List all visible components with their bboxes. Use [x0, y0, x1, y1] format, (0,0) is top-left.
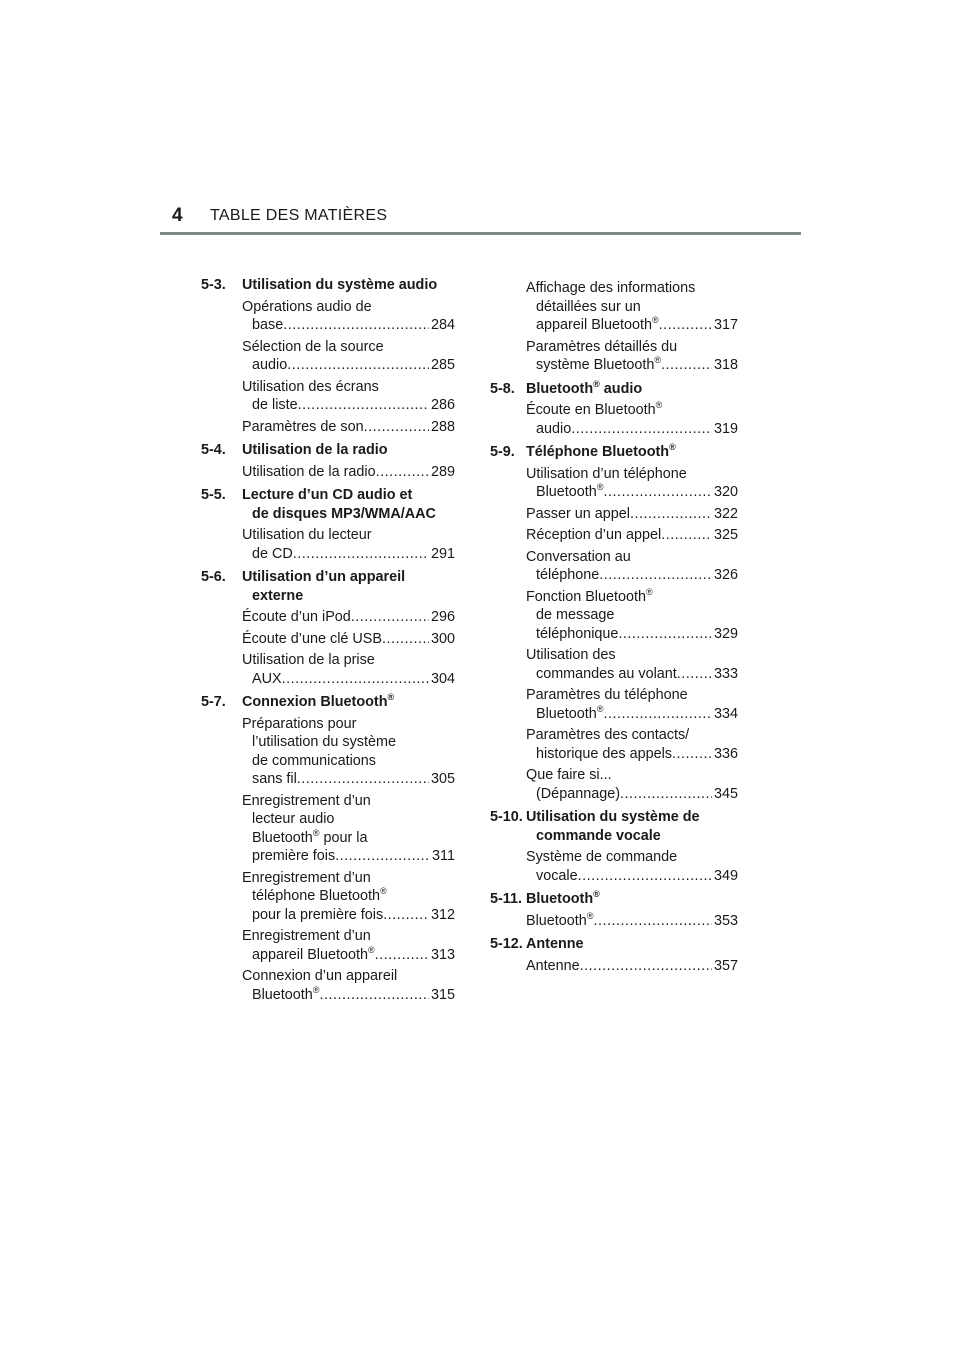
- dot-leader: [383, 906, 429, 925]
- entry-text: Réception d’un appel: [526, 527, 662, 543]
- dot-leader: [603, 483, 712, 502]
- section-number: 5-7.: [201, 694, 226, 710]
- entry-page-number: 345: [713, 785, 738, 802]
- toc-entry[interactable]: [490, 279, 738, 335]
- section-title-line: externe: [252, 587, 304, 604]
- dot-leader: [677, 665, 712, 684]
- toc-entry[interactable]: [201, 967, 455, 1004]
- entry-text: Sélection de la source: [242, 338, 384, 355]
- dot-leader: [578, 867, 712, 886]
- entry-text: Utilisation des: [526, 647, 616, 663]
- entry-text: première fois: [252, 848, 336, 864]
- header-divider: [160, 232, 801, 235]
- dot-leader: [298, 396, 429, 415]
- entry-text: Paramètres des contacts/: [526, 727, 690, 743]
- section-number: 5-10.: [490, 809, 523, 825]
- section-title-line: de disques MP3/WMA/AAC: [252, 505, 436, 522]
- dot-leader: [661, 526, 712, 545]
- toc-section: [490, 380, 738, 439]
- toc-entry[interactable]: [201, 608, 455, 627]
- entry-page-number: 291: [430, 545, 455, 562]
- toc-entry[interactable]: [201, 298, 455, 335]
- entry-page-number: 285: [430, 357, 455, 373]
- entry-page-number: 296: [430, 609, 455, 625]
- entry-text: Écoute d’un iPod: [242, 609, 351, 625]
- section-title-line: Téléphone Bluetooth®: [526, 442, 676, 460]
- entry-text: Conversation au: [526, 548, 631, 565]
- entry-text: Préparations pour: [242, 715, 357, 732]
- header-title: TABLE DES MATIÈRES: [210, 207, 388, 224]
- toc-entry[interactable]: [490, 548, 738, 585]
- entry-text: Bluetooth®: [252, 984, 320, 1003]
- entry-page-number: 288: [430, 418, 455, 435]
- entry-text: appareil Bluetooth®: [536, 315, 659, 333]
- entry-text: Utilisation d’un téléphone: [526, 465, 687, 482]
- section-title: [201, 441, 455, 460]
- entry-text: Bluetooth®: [536, 703, 604, 722]
- entry-page-number: 312: [430, 906, 455, 923]
- entry-page-number: 305: [430, 771, 455, 787]
- section-number: 5-8.: [490, 380, 515, 397]
- section-number: 5-4.: [201, 442, 226, 458]
- dot-leader: [287, 356, 429, 375]
- entry-text: téléphonique: [536, 625, 619, 642]
- entry-text: téléphone: [536, 567, 600, 583]
- entry-page-number: 322: [713, 505, 738, 522]
- entry-page-number: 286: [430, 397, 455, 413]
- entry-text: sans fil: [252, 771, 297, 787]
- entry-text: Bluetooth®: [526, 910, 594, 929]
- entry-text: détaillées sur un: [536, 298, 641, 315]
- toc-section: [201, 441, 455, 481]
- entry-text: Fonction Bluetooth®: [526, 586, 653, 605]
- page-number: 4: [172, 205, 183, 226]
- toc-section: [201, 693, 455, 1004]
- section-title-line: Connexion Bluetooth®: [242, 692, 395, 710]
- entry-text: Paramètres du téléphone: [526, 687, 688, 703]
- entry-page-number: 349: [713, 867, 738, 884]
- dot-leader: [375, 946, 429, 965]
- section-title-line: commande vocale: [536, 827, 661, 844]
- entry-text: Utilisation des écrans: [242, 378, 379, 395]
- section-number: 5-3.: [201, 277, 226, 293]
- dot-leader: [659, 316, 712, 335]
- entry-text: AUX: [252, 670, 282, 687]
- section-title-line: Utilisation d’un appareil: [242, 569, 406, 585]
- section-title: [201, 568, 455, 605]
- entry-text: Écoute en Bluetooth®: [526, 400, 663, 418]
- dot-leader: [293, 545, 429, 564]
- entry-text: pour la première fois: [252, 906, 384, 923]
- section-title: [201, 693, 455, 712]
- toc-section: [490, 890, 738, 930]
- section-title-line: Bluetooth® audio: [526, 378, 643, 397]
- toc-entry[interactable]: [201, 927, 455, 964]
- dot-leader: [603, 705, 712, 724]
- entry-text: de communications: [252, 752, 376, 769]
- entry-text: de message: [536, 607, 615, 623]
- dot-leader: [618, 625, 712, 644]
- toc-left-column: [201, 276, 455, 1004]
- entry-text: audio: [536, 420, 572, 437]
- section-title-line: Utilisation du système de: [526, 809, 700, 825]
- entry-text: Utilisation de la radio: [242, 463, 376, 480]
- dot-leader: [297, 770, 429, 789]
- dot-leader: [364, 418, 429, 437]
- toc-entry[interactable]: [490, 588, 738, 644]
- entry-text: Écoute d’une clé USB: [242, 630, 382, 647]
- entry-page-number: 353: [713, 912, 738, 929]
- entry-text: téléphone Bluetooth®: [252, 886, 387, 904]
- toc-entry[interactable]: [490, 726, 738, 763]
- section-title: [490, 808, 738, 845]
- dot-leader: [630, 505, 712, 524]
- toc-entry[interactable]: [490, 848, 738, 885]
- toc-entry[interactable]: [490, 686, 738, 723]
- entry-text: commandes au volant: [536, 665, 677, 682]
- entry-page-number: 329: [713, 625, 738, 642]
- toc-section: [201, 568, 455, 688]
- dot-leader: [351, 608, 429, 627]
- toc-section: [201, 276, 455, 436]
- section-number: 5-11.: [490, 891, 523, 907]
- entry-page-number: 326: [713, 567, 738, 583]
- dot-leader: [282, 670, 429, 689]
- section-title-line: Utilisation du système audio: [242, 277, 438, 293]
- entry-text: historique des appels: [536, 745, 673, 762]
- dot-leader: [319, 986, 429, 1005]
- entry-text: Que faire si...: [526, 767, 612, 783]
- toc-section: [490, 808, 738, 885]
- toc-entry[interactable]: [490, 465, 738, 502]
- entry-text: de CD: [252, 545, 293, 562]
- section-title: [490, 380, 738, 399]
- entry-text: Enregistrement d’un: [242, 869, 371, 886]
- section-title-line: Lecture d’un CD audio et: [242, 487, 413, 503]
- toc-entry[interactable]: [490, 505, 738, 524]
- entry-page-number: 304: [430, 670, 455, 687]
- toc-entry[interactable]: [490, 338, 738, 375]
- dot-leader: [283, 316, 429, 335]
- dot-leader: [382, 630, 429, 649]
- toc-section: [201, 486, 455, 563]
- section-title: [490, 443, 738, 462]
- section-number: 5-12.: [490, 936, 523, 952]
- toc-entry[interactable]: [201, 418, 455, 437]
- entry-text: vocale: [536, 867, 578, 884]
- entry-page-number: 300: [430, 630, 455, 647]
- dot-leader: [599, 566, 712, 585]
- entry-page-number: 313: [430, 946, 455, 963]
- toc-entry[interactable]: [201, 651, 455, 688]
- entry-page-number: 325: [713, 527, 738, 543]
- entry-text: Utilisation du lecteur: [242, 527, 372, 543]
- toc-entry[interactable]: [201, 378, 455, 415]
- entry-text: système Bluetooth®: [536, 355, 662, 373]
- section-number: 5-6.: [201, 569, 226, 585]
- dot-leader: [335, 847, 430, 866]
- section-title-line: Utilisation de la radio: [242, 442, 388, 458]
- entry-text: Enregistrement d’un: [242, 792, 371, 809]
- entry-text: lecteur audio: [252, 811, 335, 827]
- entry-page-number: 315: [430, 986, 455, 1003]
- toc-entry[interactable]: [490, 646, 738, 683]
- entry-page-number: 319: [713, 420, 738, 437]
- entry-text: l’utilisation du système: [252, 734, 396, 750]
- entry-text: Passer un appel: [526, 505, 631, 522]
- entry-text: Bluetooth®: [536, 482, 604, 500]
- entry-text: base: [252, 317, 284, 333]
- toc-entry[interactable]: [201, 526, 455, 563]
- entry-page-number: 311: [432, 848, 455, 864]
- section-title: [201, 486, 455, 523]
- toc-entry[interactable]: [490, 401, 738, 438]
- entry-text: Système de commande: [526, 849, 678, 865]
- entry-text: de liste: [252, 397, 298, 413]
- toc-entry[interactable]: [201, 338, 455, 375]
- dot-leader: [376, 463, 429, 482]
- entry-text: audio: [252, 357, 288, 373]
- toc-entry[interactable]: [490, 957, 738, 976]
- entry-page-number: 320: [713, 484, 738, 500]
- toc-entry[interactable]: [201, 630, 455, 649]
- entry-text: Connexion d’un appareil: [242, 968, 398, 984]
- entry-text: Paramètres de son: [242, 418, 364, 435]
- toc-entry[interactable]: [201, 715, 455, 789]
- entry-page-number: 318: [713, 357, 738, 373]
- entry-page-number: 334: [713, 705, 738, 722]
- dot-leader: [580, 957, 712, 976]
- entry-page-number: 284: [430, 317, 455, 333]
- dot-leader: [620, 785, 712, 804]
- toc-entry[interactable]: [490, 912, 738, 931]
- toc-section: [490, 279, 738, 375]
- toc-entry[interactable]: [201, 869, 455, 925]
- toc-section: [490, 935, 738, 975]
- entry-text: Paramètres détaillés du: [526, 338, 678, 355]
- toc-entry[interactable]: [201, 463, 455, 482]
- entry-page-number: 333: [713, 665, 738, 682]
- entry-text: Opérations audio de: [242, 298, 372, 315]
- entry-text: Utilisation de la prise: [242, 652, 375, 668]
- section-title-line: Bluetooth®: [526, 889, 600, 907]
- page-header: [160, 203, 800, 235]
- dot-leader: [571, 420, 712, 439]
- entry-page-number: 317: [713, 317, 738, 333]
- entry-text: (Dépannage): [536, 785, 621, 802]
- entry-text: Affichage des informations: [526, 280, 696, 296]
- section-title: [490, 935, 738, 954]
- entry-page-number: 336: [713, 745, 738, 762]
- toc-entry[interactable]: [490, 766, 738, 803]
- toc-entry[interactable]: [201, 792, 455, 866]
- entry-text: Enregistrement d’un: [242, 928, 371, 944]
- dot-leader: [593, 912, 712, 931]
- dot-leader: [672, 745, 712, 764]
- entry-text: Antenne: [526, 957, 580, 974]
- toc-section: [490, 443, 738, 803]
- entry-text: appareil Bluetooth®: [252, 944, 375, 963]
- dot-leader: [661, 356, 712, 375]
- section-title: [201, 276, 455, 295]
- section-number: 5-5.: [201, 487, 226, 503]
- section-title-line: Antenne: [526, 936, 584, 952]
- section-number: 5-9.: [490, 444, 515, 460]
- toc-entry[interactable]: [490, 526, 738, 545]
- section-title: [490, 890, 738, 909]
- toc-right-column: [490, 276, 738, 975]
- entry-page-number: 289: [430, 463, 455, 480]
- entry-text: Bluetooth® pour la: [252, 827, 368, 846]
- entry-page-number: 357: [713, 957, 738, 974]
